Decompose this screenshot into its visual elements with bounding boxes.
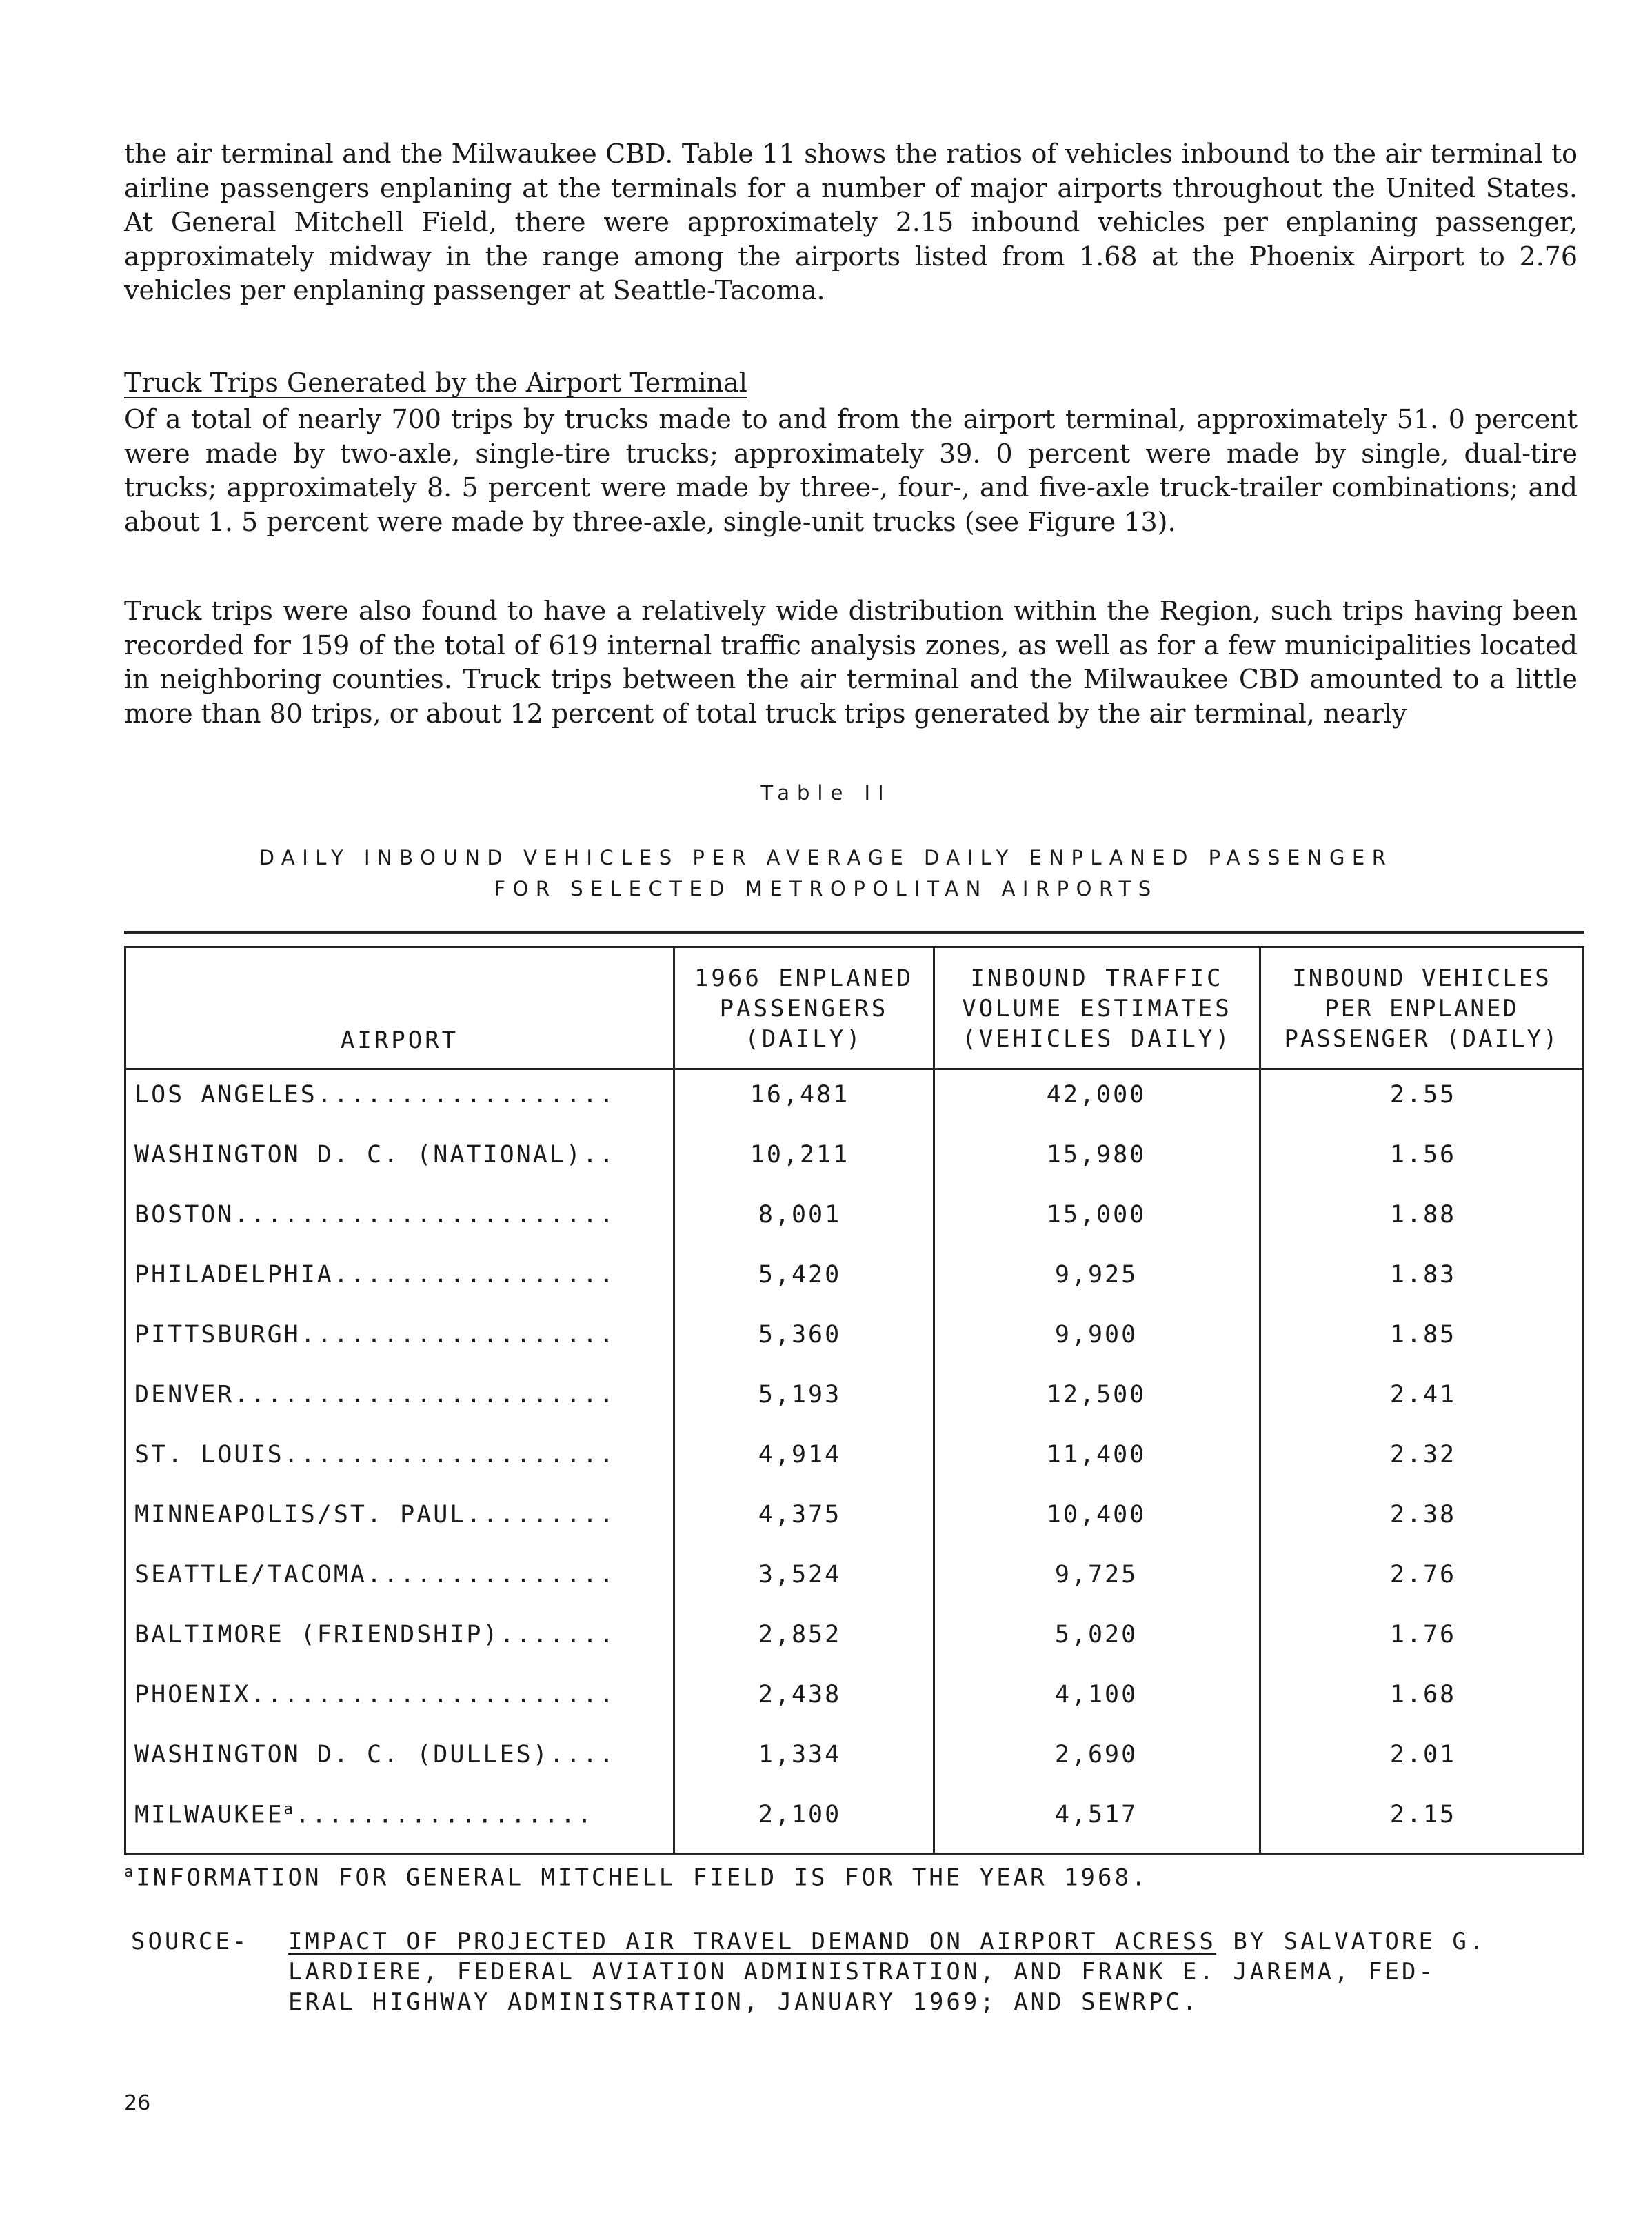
- paragraph-airport-ratios: the air terminal and the Milwaukee CBD. Table 11 shows the ratios of vehicles inbound to the air terminal to airline passengers enplaning at the terminals for a number of major airports throughout the United States. At General Mitchell Field, there were approximately 2.15 inbound vehicles per enplaning passenger, approximately midway in the range among the airports listed from 1.68 at the Phoenix Airport to 2.76 vehicles per enplaning passenger at Seattle-Tacoma.: [124, 139, 1578, 305]
- enplaned-passengers: 16,481: [749, 1081, 850, 1109]
- inbound-volume: 10,400: [1046, 1501, 1147, 1528]
- section-heading-truck-trips: Truck Trips Generated by the Airport Terminal: [124, 367, 747, 398]
- airport-name-text: MILWAUKEE: [134, 1801, 284, 1829]
- airport-name: BALTIMORE (FRIENDSHIP).......: [134, 1621, 616, 1648]
- header-ratio: [1261, 963, 1582, 1054]
- vehicles-per-passenger: 2.76: [1389, 1561, 1457, 1588]
- vehicles-per-passenger: 2.41: [1389, 1381, 1457, 1409]
- airport-name: SEATTLE/TACOMA...............: [134, 1561, 616, 1588]
- vehicles-per-passenger: 2.01: [1389, 1741, 1457, 1768]
- table-row: [126, 1681, 1582, 1741]
- header-airport: AIRPORT: [340, 1027, 459, 1054]
- enplaned-passengers: 5,193: [758, 1381, 842, 1409]
- table-row: [126, 1381, 1582, 1441]
- airport-name: PHOENIX......................: [134, 1681, 616, 1708]
- enplaned-passengers: 1,334: [758, 1741, 842, 1768]
- vehicles-per-passenger: 2.15: [1389, 1801, 1457, 1828]
- footnote-text: INFORMATION FOR GENERAL MITCHELL FIELD IS FOR THE YEAR 1968.: [136, 1864, 1149, 1892]
- enplaned-passengers: 2,438: [758, 1681, 842, 1708]
- table-footnote: [124, 1864, 1606, 1891]
- airport-name: ST. LOUIS....................: [134, 1441, 616, 1469]
- enplaned-passengers: 5,420: [758, 1261, 842, 1289]
- inbound-volume: 4,517: [1054, 1801, 1138, 1828]
- vehicles-per-passenger: 2.55: [1389, 1081, 1457, 1109]
- airport-name: LOS ANGELES..................: [134, 1081, 616, 1109]
- inbound-volume: 11,400: [1046, 1441, 1147, 1469]
- header-passengers-line: PASSENGERS: [719, 995, 889, 1022]
- table-row: [126, 1801, 1582, 1861]
- table-row: [126, 1261, 1582, 1321]
- source-line-2: LARDIERE, FEDERAL AVIATION ADMINISTRATION, AND FRANK E. JAREMA, FED-: [288, 1958, 1436, 1986]
- enplaned-passengers: 2,852: [758, 1621, 842, 1648]
- source-label: SOURCE-: [131, 1928, 250, 1955]
- inbound-volume: 15,980: [1046, 1141, 1147, 1169]
- enplaned-passengers: 10,211: [749, 1141, 850, 1169]
- inbound-volume: 12,500: [1046, 1381, 1147, 1409]
- airport-name: BOSTON.......................: [134, 1201, 616, 1229]
- table-row: [126, 1321, 1582, 1381]
- table-top-rule: [124, 931, 1584, 934]
- inbound-volume: 15,000: [1046, 1201, 1147, 1229]
- table-row: [126, 1141, 1582, 1201]
- table-number: Table II: [760, 781, 892, 805]
- inbound-volume: 9,925: [1054, 1261, 1138, 1289]
- page-number: 26: [124, 2091, 151, 2115]
- enplaned-passengers: 5,360: [758, 1321, 842, 1349]
- airport-name: DENVER.......................: [134, 1381, 616, 1409]
- table-title-line-2: FOR SELECTED METROPOLITAN AIRPORTS: [494, 877, 1158, 900]
- header-ratio-line: INBOUND VEHICLES: [1292, 965, 1551, 992]
- paragraph-truck-types: Of a total of nearly 700 trips by trucks made to and from the airport terminal, approximately 51. 0 percent were made by two-axle, single-tire trucks; approximately 39. 0 percent were made by single, dual-tire trucks; approximately 8. 5 percent were made by three-, four-, and five-axle truck-trailer combinations; and about 1. 5 percent were made by three-axle, single-unit trucks (see Figure 13).: [124, 404, 1578, 537]
- vehicles-per-passenger: 1.83: [1389, 1261, 1457, 1289]
- enplaned-passengers: 4,914: [758, 1441, 842, 1469]
- source-line-3: ERAL HIGHWAY ADMINISTRATION, JANUARY 1969; AND SEWRPC.: [288, 1988, 1200, 2016]
- header-volume-line: VOLUME ESTIMATES: [962, 995, 1232, 1022]
- vehicles-per-passenger: 1.88: [1389, 1201, 1457, 1229]
- table-row: [126, 1561, 1582, 1621]
- header-volume-line: INBOUND TRAFFIC: [970, 965, 1224, 992]
- leader-dots: ..................: [294, 1801, 594, 1829]
- enplaned-passengers: 2,100: [758, 1801, 842, 1828]
- source-citation: [288, 1926, 1598, 2017]
- airport-name: WASHINGTON D. C. (DULLES)....: [134, 1741, 616, 1768]
- inbound-volume: 9,725: [1054, 1561, 1138, 1588]
- airport-table: [124, 946, 1584, 1855]
- header-ratio-line: PASSENGER (DAILY): [1284, 1025, 1560, 1053]
- source-authors: BY SALVATORE G.: [1216, 1928, 1487, 1955]
- inbound-volume: 5,020: [1054, 1621, 1138, 1648]
- table-row: [126, 1081, 1582, 1141]
- header-passengers: [675, 963, 933, 1054]
- inbound-volume: 42,000: [1046, 1081, 1147, 1109]
- footnote-mark: a: [283, 1801, 295, 1818]
- inbound-volume: 9,900: [1054, 1321, 1138, 1349]
- vehicles-per-passenger: 1.76: [1389, 1621, 1457, 1648]
- header-volume: [935, 963, 1259, 1054]
- vehicles-per-passenger: 1.56: [1389, 1141, 1457, 1169]
- enplaned-passengers: 8,001: [758, 1201, 842, 1229]
- table-title-line-1: DAILY INBOUND VEHICLES PER AVERAGE DAILY ENPLANED PASSENGER: [259, 846, 1393, 869]
- header-volume-line: (VEHICLES DAILY): [962, 1025, 1232, 1053]
- table-row: [126, 1741, 1582, 1801]
- table-row: [126, 1441, 1582, 1501]
- footnote-mark: a: [124, 1864, 137, 1881]
- header-passengers-line: (DAILY): [745, 1025, 863, 1053]
- vehicles-per-passenger: 2.38: [1389, 1501, 1457, 1528]
- enplaned-passengers: 3,524: [758, 1561, 842, 1588]
- airport-name: WASHINGTON D. C. (NATIONAL)..: [134, 1141, 616, 1169]
- airport-name: [134, 1801, 665, 1829]
- source-line-1: [288, 1926, 1598, 1957]
- vehicles-per-passenger: 2.32: [1389, 1441, 1457, 1469]
- table-row: [126, 1621, 1582, 1681]
- vehicles-per-passenger: 1.85: [1389, 1321, 1457, 1349]
- header-divider: [126, 1068, 1582, 1070]
- airport-name: MINNEAPOLIS/ST. PAUL.........: [134, 1501, 616, 1528]
- header-ratio-line: PER ENPLANED: [1324, 995, 1519, 1022]
- vehicles-per-passenger: 1.68: [1389, 1681, 1457, 1708]
- airport-name: PHILADELPHIA.................: [134, 1261, 616, 1289]
- inbound-volume: 4,100: [1054, 1681, 1138, 1708]
- table-row: [126, 1201, 1582, 1261]
- table-title: [0, 842, 1652, 905]
- inbound-volume: 2,690: [1054, 1741, 1138, 1768]
- paragraph-truck-distribution: Truck trips were also found to have a relatively wide distribution within the Region, such trips having been recorded for 159 of the total of 619 internal traffic analysis zones, as well as for a few municipalities located in neighboring counties. Truck trips between the air terminal and the Milwaukee CBD amounted to a little more than 80 trips, or about 12 percent of total truck trips generated by the air terminal, nearly: [124, 596, 1578, 729]
- enplaned-passengers: 4,375: [758, 1501, 842, 1528]
- source-title: IMPACT OF PROJECTED AIR TRAVEL DEMAND ON AIRPORT ACRESS: [288, 1928, 1216, 1955]
- airport-name: PITTSBURGH...................: [134, 1321, 616, 1349]
- table-row: [126, 1501, 1582, 1561]
- header-passengers-line: 1966 ENPLANED: [694, 965, 914, 992]
